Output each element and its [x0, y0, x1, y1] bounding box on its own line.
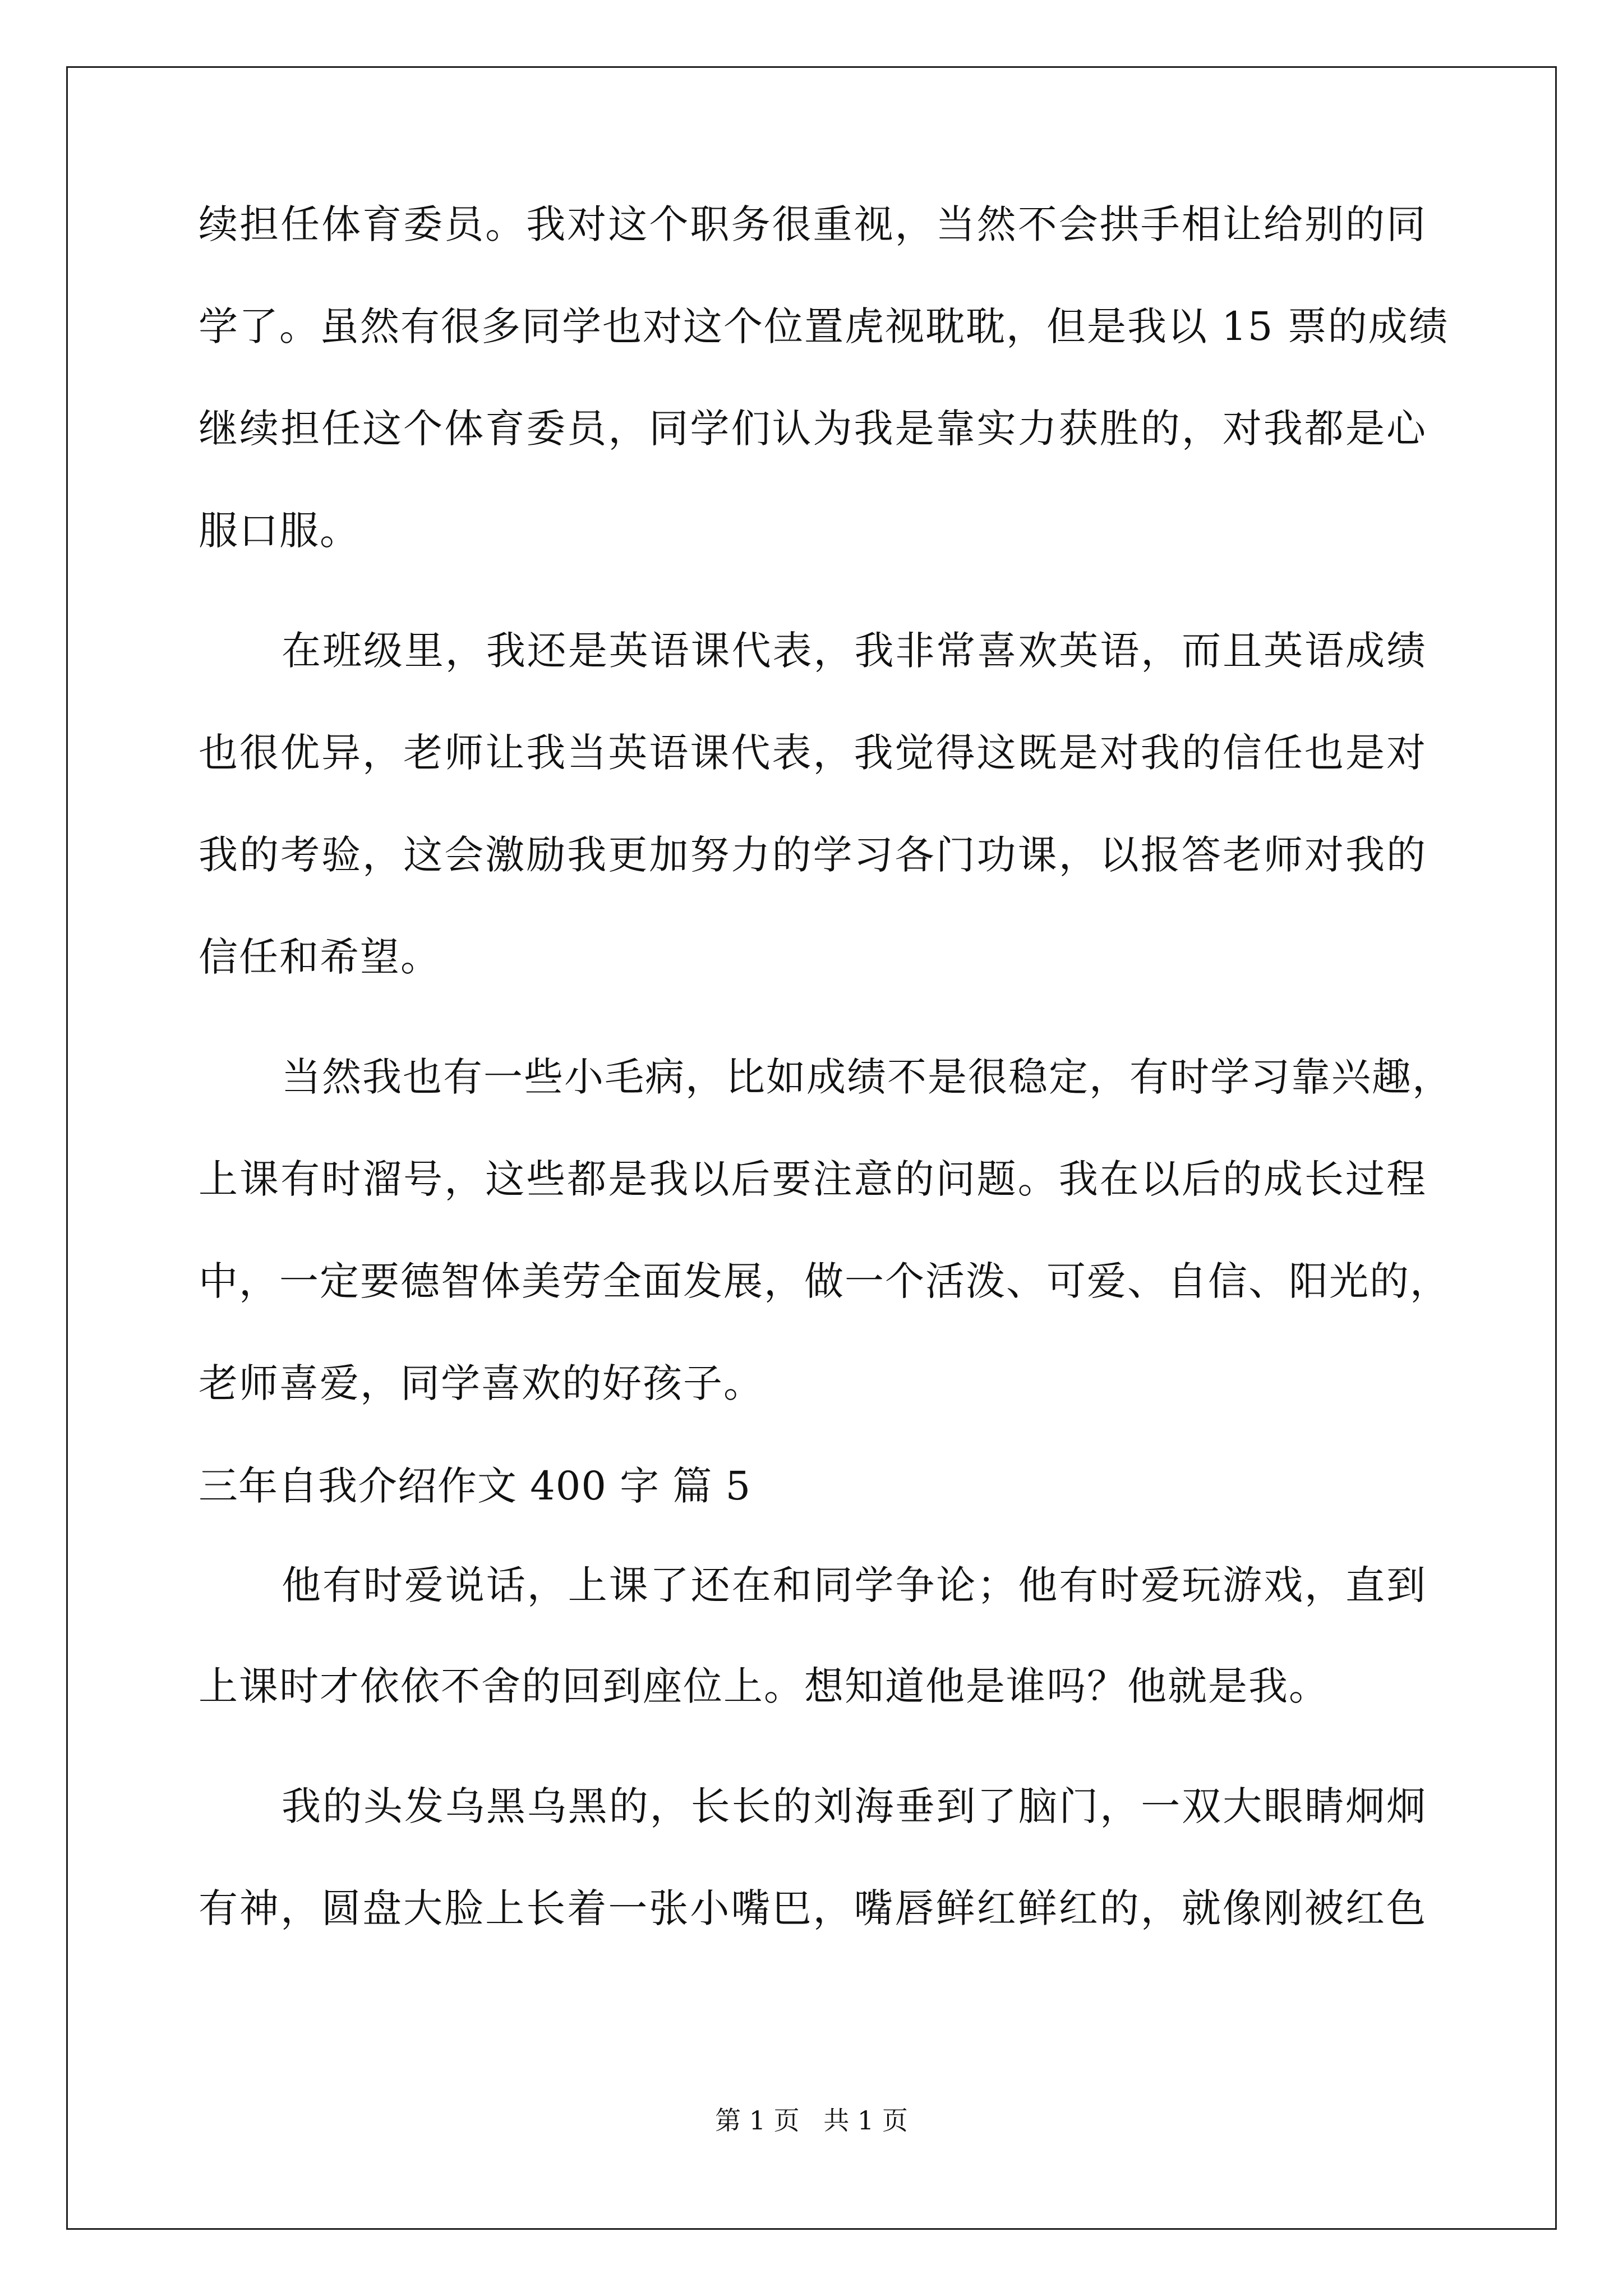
text-line: 上课有时溜号，这些都是我以后要注意的问题。我在以后的成长过程: [199, 1156, 1427, 1202]
text-line: 我的考验，这会激励我更加努力的学习各门功课，以报答老师对我的: [199, 832, 1427, 878]
text-line: 续担任体育委员。我对这个职务很重视，当然不会拱手相让给别的同: [199, 201, 1427, 247]
text-line: 中，一定要德智体美劳全面发展，做一个活泼、可爱、自信、阳光的，: [199, 1258, 1450, 1304]
page-footer: [0, 2104, 1623, 2137]
text-line: 学了。虽然有很多同学也对这个位置虎视耽耽，但是我以 15 票的成绩: [199, 303, 1449, 349]
text-line: 服口服。: [199, 508, 360, 554]
text-line: 也很优异，老师让我当英语课代表，我觉得这既是对我的信任也是对: [199, 730, 1427, 776]
section-heading: 三年自我介绍作文 400 字 篇 5: [199, 1463, 751, 1509]
text-line: 信任和希望。: [199, 934, 441, 980]
page-total: 共 1 页: [823, 2105, 908, 2136]
text-line: 上课时才依依不舍的回到座位上。想知道他是谁吗？他就是我。: [199, 1663, 1329, 1709]
text-line: 继续担任这个体育委员，同学们认为我是靠实力获胜的，对我都是心: [199, 406, 1427, 452]
paragraph-start-line: 他有时爱说话，上课了还在和同学争论；他有时爱玩游戏，直到: [282, 1562, 1427, 1608]
page-number: 第 1 页: [715, 2105, 800, 2136]
paragraph-start-line: 在班级里，我还是英语课代表，我非常喜欢英语，而且英语成绩: [282, 628, 1427, 674]
text-line: 有神，圆盘大脸上长着一张小嘴巴，嘴唇鲜红鲜红的，就像刚被红色: [199, 1885, 1427, 1931]
paragraph-start-line: 当然我也有一些小毛病，比如成绩不是很稳定，有时学习靠兴趣，: [282, 1054, 1453, 1100]
paragraph-start-line: 我的头发乌黑乌黑的，长长的刘海垂到了脑门，一双大眼睛炯炯: [282, 1783, 1427, 1829]
text-line: 老师喜爱，同学喜欢的好孩子。: [199, 1360, 764, 1406]
